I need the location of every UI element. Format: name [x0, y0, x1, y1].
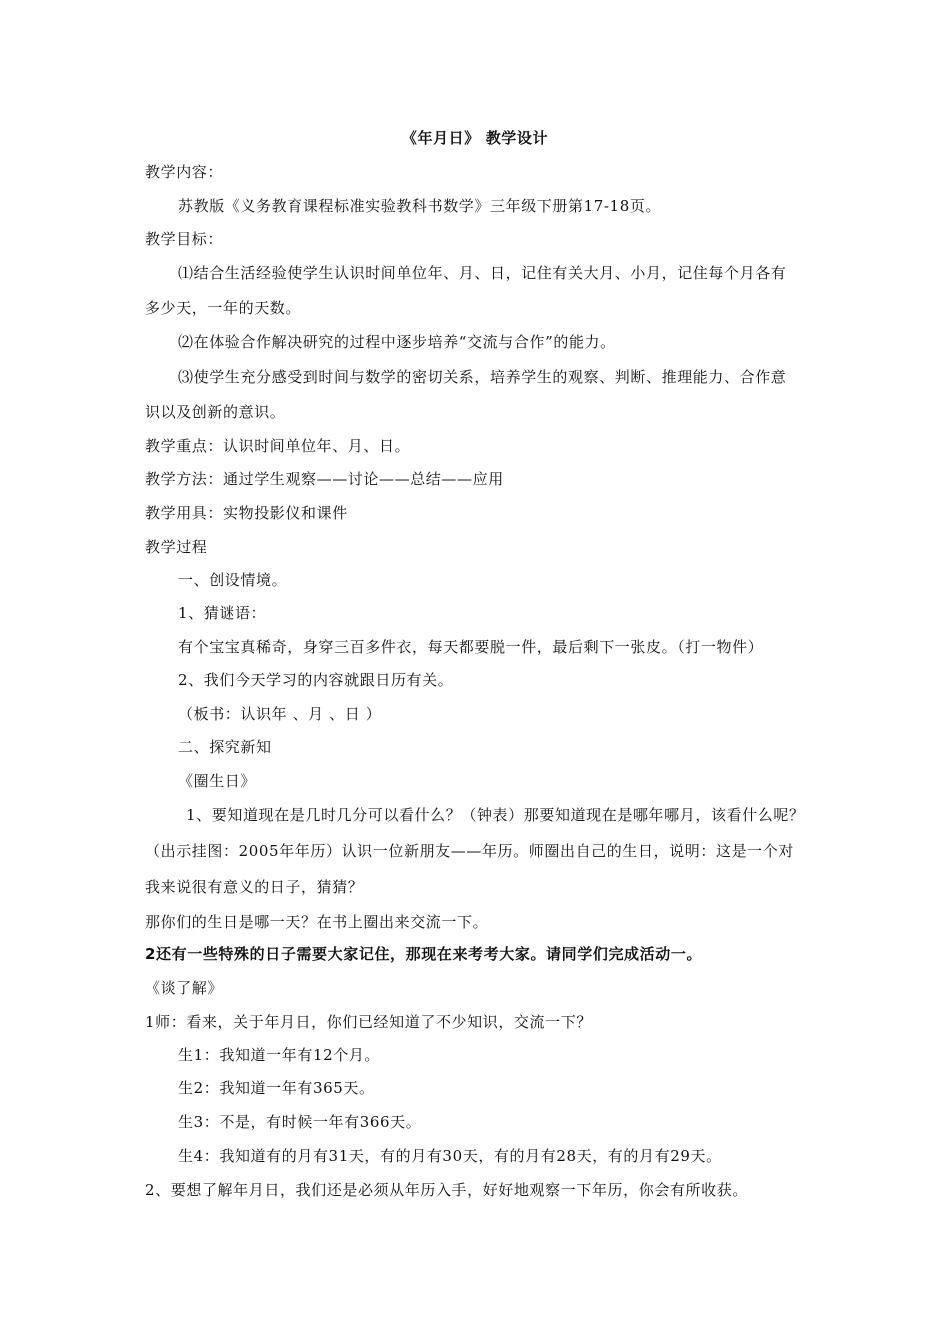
objective-2: ⑵在体验合作解决研究的过程中逐步培养“交流与合作”的能力。: [178, 333, 616, 351]
student-answer-4: 生4：我知道有的月有31天，有的月有30天，有的月有28天，有的月有29天。: [178, 1147, 722, 1165]
document-title: 《年月日》 教学设计: [401, 129, 549, 147]
question-line-4: 那你们的生日是哪一天？在书上圈出来交流一下。: [145, 913, 489, 931]
section-heading-process: 教学过程: [145, 538, 208, 556]
objective-3-line-2: 识以及创新的意识。: [145, 403, 286, 421]
blackboard-note: （板书：认识年 、月 、日 ）: [178, 705, 382, 723]
teaching-focus: 教学重点：认识时间单位年、月、日。: [145, 437, 411, 455]
teaching-tools: 教学用具：实物投影仪和课件: [145, 504, 348, 522]
riddle-heading: 1、猜谜语：: [178, 604, 267, 622]
activity-talk-understanding: 《谈了解》: [145, 979, 224, 997]
objective-3-line-1: ⑶使学生充分感受到时间与数学的密切关系，培养学生的观察、判断、推理能力、合作意: [178, 368, 787, 386]
question-line-2: （出示挂图：2005年年历）认识一位新朋友——年历。师圈出自己的生日，说明：这是一个对: [145, 842, 794, 860]
question-line-3: 我来说很有意义的日子，猜猜？: [145, 878, 364, 896]
section-heading-objectives: 教学目标：: [145, 230, 224, 248]
student-answer-1: 生1：我知道一年有12个月。: [178, 1046, 381, 1064]
question-line-1: 1、要知道现在是几时几分可以看什么？（钟表）那要知道现在是哪年哪月，该看什么呢？: [186, 806, 805, 824]
section-heading-content: 教学内容：: [145, 163, 224, 181]
student-answer-2: 生2：我知道一年有365天。: [178, 1079, 375, 1097]
objective-1-line-1: ⑴结合生活经验使学生认识时间单位年、月、日，记住有关大月、小月，记住每个月各有: [178, 264, 787, 282]
riddle-text: 有个宝宝真稀奇，身穿三百多件衣，每天都要脱一件，最后剩下一张皮。（打一物件）: [178, 638, 764, 656]
activity-one-instruction: 2还有一些特殊的日子需要大家记住，那现在来考考大家。请同学们完成活动一。: [145, 945, 703, 963]
teaching-method: 教学方法：通过学生观察——讨论——总结——应用: [145, 470, 504, 488]
step-1-item-2: 2、我们今天学习的内容就跟日历有关。: [178, 671, 454, 689]
paragraph-textbook: 苏教版《义务教育课程标准实验教科书数学》三年级下册第17-18页。: [178, 197, 662, 215]
calendar-observation: 2、要想了解年月日，我们还是必须从年历入手，好好地观察一下年历，你会有所收获。: [145, 1181, 748, 1199]
objective-1-line-2: 多少天，一年的天数。: [145, 299, 302, 317]
student-answer-3: 生3：不是，有时候一年有366天。: [178, 1113, 422, 1131]
step-1-heading: 一、创设情境。: [178, 571, 288, 589]
step-2-heading: 二、探究新知: [178, 738, 272, 756]
activity-circle-birthday: 《圈生日》: [178, 772, 257, 790]
teacher-prompt: 1师：看来，关于年月日，你们已经知道了不少知识，交流一下？: [145, 1013, 592, 1031]
